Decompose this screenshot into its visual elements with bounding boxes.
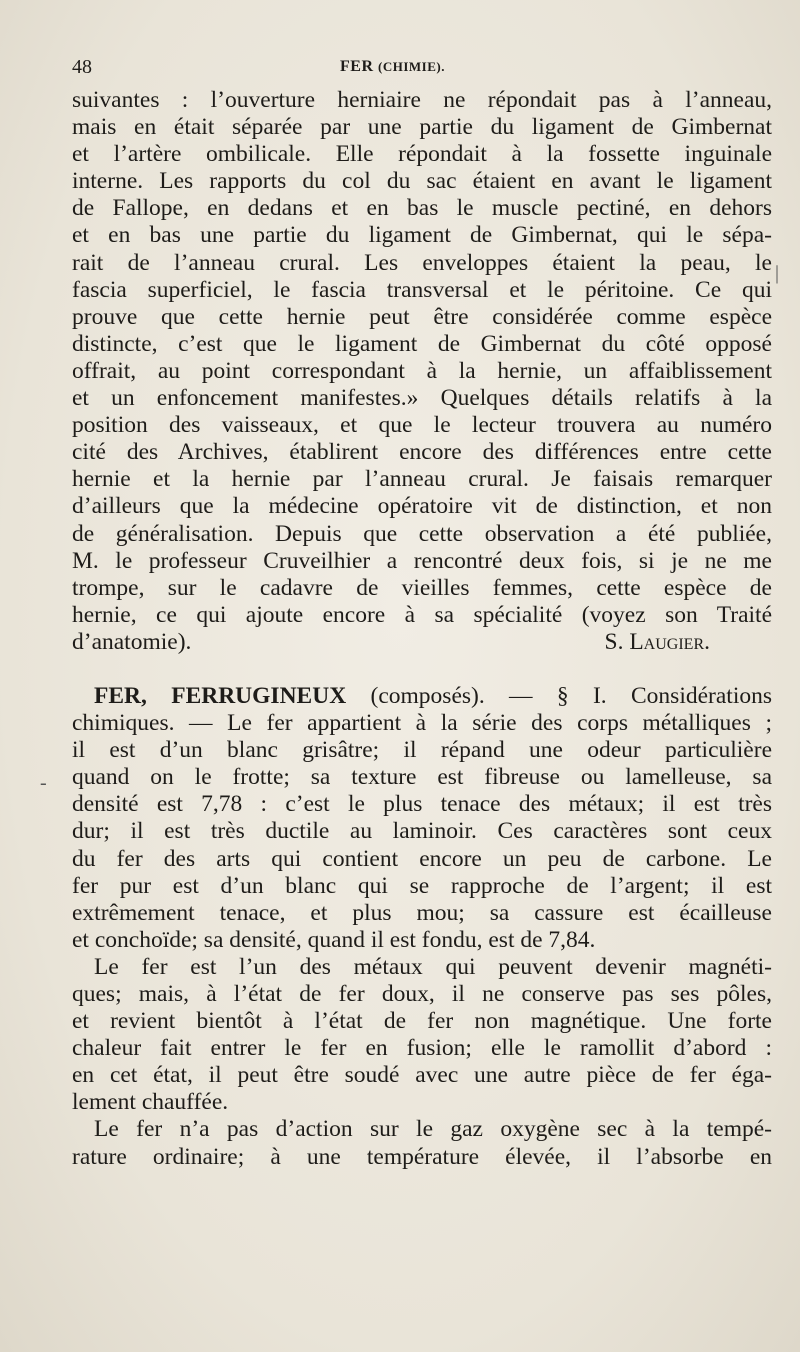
text-line: densité est 7,78 : c’est le plus tenace des métaux; il est très <box>72 791 772 818</box>
text-line: mais en était séparée par une partie du ligament de Gimbernat <box>72 114 772 141</box>
text-line: fascia superficiel, le fascia transversal et le péritoine. Ce qui <box>72 276 772 303</box>
running-head <box>340 58 445 76</box>
text-line: quand on le frotte; sa texture est fibreuse ou lamelleuse, sa <box>72 764 772 791</box>
text-line: hernie, ce qui ajoute encore à sa spécialité (voyez son Traité <box>72 601 772 628</box>
text-line: interne. Les rapports du col du sac étaient en avant le ligament <box>72 168 772 195</box>
text-line: chaleur fait entrer le fer en fusion; elle le ramollit d’abord : <box>72 1035 772 1062</box>
text-line: cité des Archives, établirent encore des différences entre cette <box>72 439 772 466</box>
page-number: 48 <box>72 56 92 78</box>
text-line: dur; il est très ductile au laminoir. Ces caractères sont ceux <box>72 818 772 845</box>
section-gap <box>72 656 772 683</box>
text-line: position des vaisseaux, et que le lecteur trouvera au numéro <box>72 412 772 439</box>
text-line: M. le professeur Cruveilhier a rencontré deux fois, si je ne me <box>72 547 772 574</box>
text-line: hernie et la hernie par l’anneau crural. Je faisais remarquer <box>72 466 772 493</box>
text-line: chimiques. — Le fer appartient à la série des corps métalliques ; <box>72 710 772 737</box>
text-line: Le fer n’a pas d’action sur le gaz oxygène sec à la tempé- <box>94 1116 772 1143</box>
text-line: fer pur est d’un blanc qui se rapproche de l’argent; il est <box>72 872 772 899</box>
text-line: distincte, c’est que le ligament de Gimbernat du côté opposé <box>72 330 772 357</box>
text-line: rature ordinaire; à une température élevée, il l’absorbe en <box>72 1143 772 1170</box>
text-line: de généralisation. Depuis que cette observation a été publiée, <box>72 520 772 547</box>
text-line: Le fer est l’un des métaux qui peuvent devenir magnéti- <box>94 953 772 980</box>
text-line: offrait, au point correspondant à la hernie, un affaiblissement <box>72 357 772 384</box>
margin-mark: - <box>40 772 47 794</box>
text-line: trompe, sur le cadavre de vieilles femmes, cette espèce de <box>72 574 772 601</box>
text-line-with-signature <box>72 629 772 656</box>
page-header <box>72 56 772 84</box>
running-head-paren: (CHIMIE). <box>378 59 445 74</box>
entry-title: FER, FERRUGINEUX <box>94 682 347 709</box>
margin-mark: | <box>775 262 780 284</box>
text-line: et l’artère ombilicale. Elle répondait à la fossette inguinale <box>72 141 772 168</box>
text-line: prouve que cette hernie peut être considérée comme espèce <box>72 303 772 330</box>
section-heading-line <box>72 683 772 710</box>
text-line: d’ailleurs que la médecine opératoire vit de distinction, et non <box>72 493 772 520</box>
running-head-main: FER <box>340 58 374 75</box>
text-line: en cet état, il peut être soudé avec une autre pièce de fer éga- <box>72 1062 772 1089</box>
text-line: et revient bientôt à l’état de fer non magnétique. Une forte <box>72 1008 772 1035</box>
text-line: ques; mais, à l’état de fer doux, il ne conserve pas ses pôles, <box>72 981 772 1007</box>
text-line: il est d’un blanc grisâtre; il répand une odeur particulière <box>72 737 772 764</box>
text-line: d’anatomie). <box>72 628 192 655</box>
text-line: extrêmement tenace, et plus mou; sa cassure est écailleuse <box>72 899 772 926</box>
text-line: et un enfoncement manifestes.» Quelques détails relatifs à la <box>72 385 772 412</box>
text-line: et conchoïde; sa densité, quand il est fondu, est de 7,84. <box>72 926 596 953</box>
text-line: de Fallope, en dedans et en bas le muscle pectiné, en dehors <box>72 195 772 222</box>
entry-subtitle: (composés). — § I. Considérations <box>370 682 772 709</box>
text-line: lement chauffée. <box>72 1089 229 1116</box>
text-line: rait de l’anneau crural. Les enveloppes étaient la peau, le <box>72 249 772 276</box>
text-line: du fer des arts qui contient encore un peu de carbone. Le <box>72 845 772 872</box>
text-line: et en bas une partie du ligament de Gimbernat, qui le sépa- <box>72 222 772 249</box>
body-text <box>72 87 772 1171</box>
author-signature: S. Laugier. <box>604 628 710 655</box>
text-line: suivantes : l’ouverture herniaire ne répondait pas à l’anneau, <box>72 87 772 113</box>
